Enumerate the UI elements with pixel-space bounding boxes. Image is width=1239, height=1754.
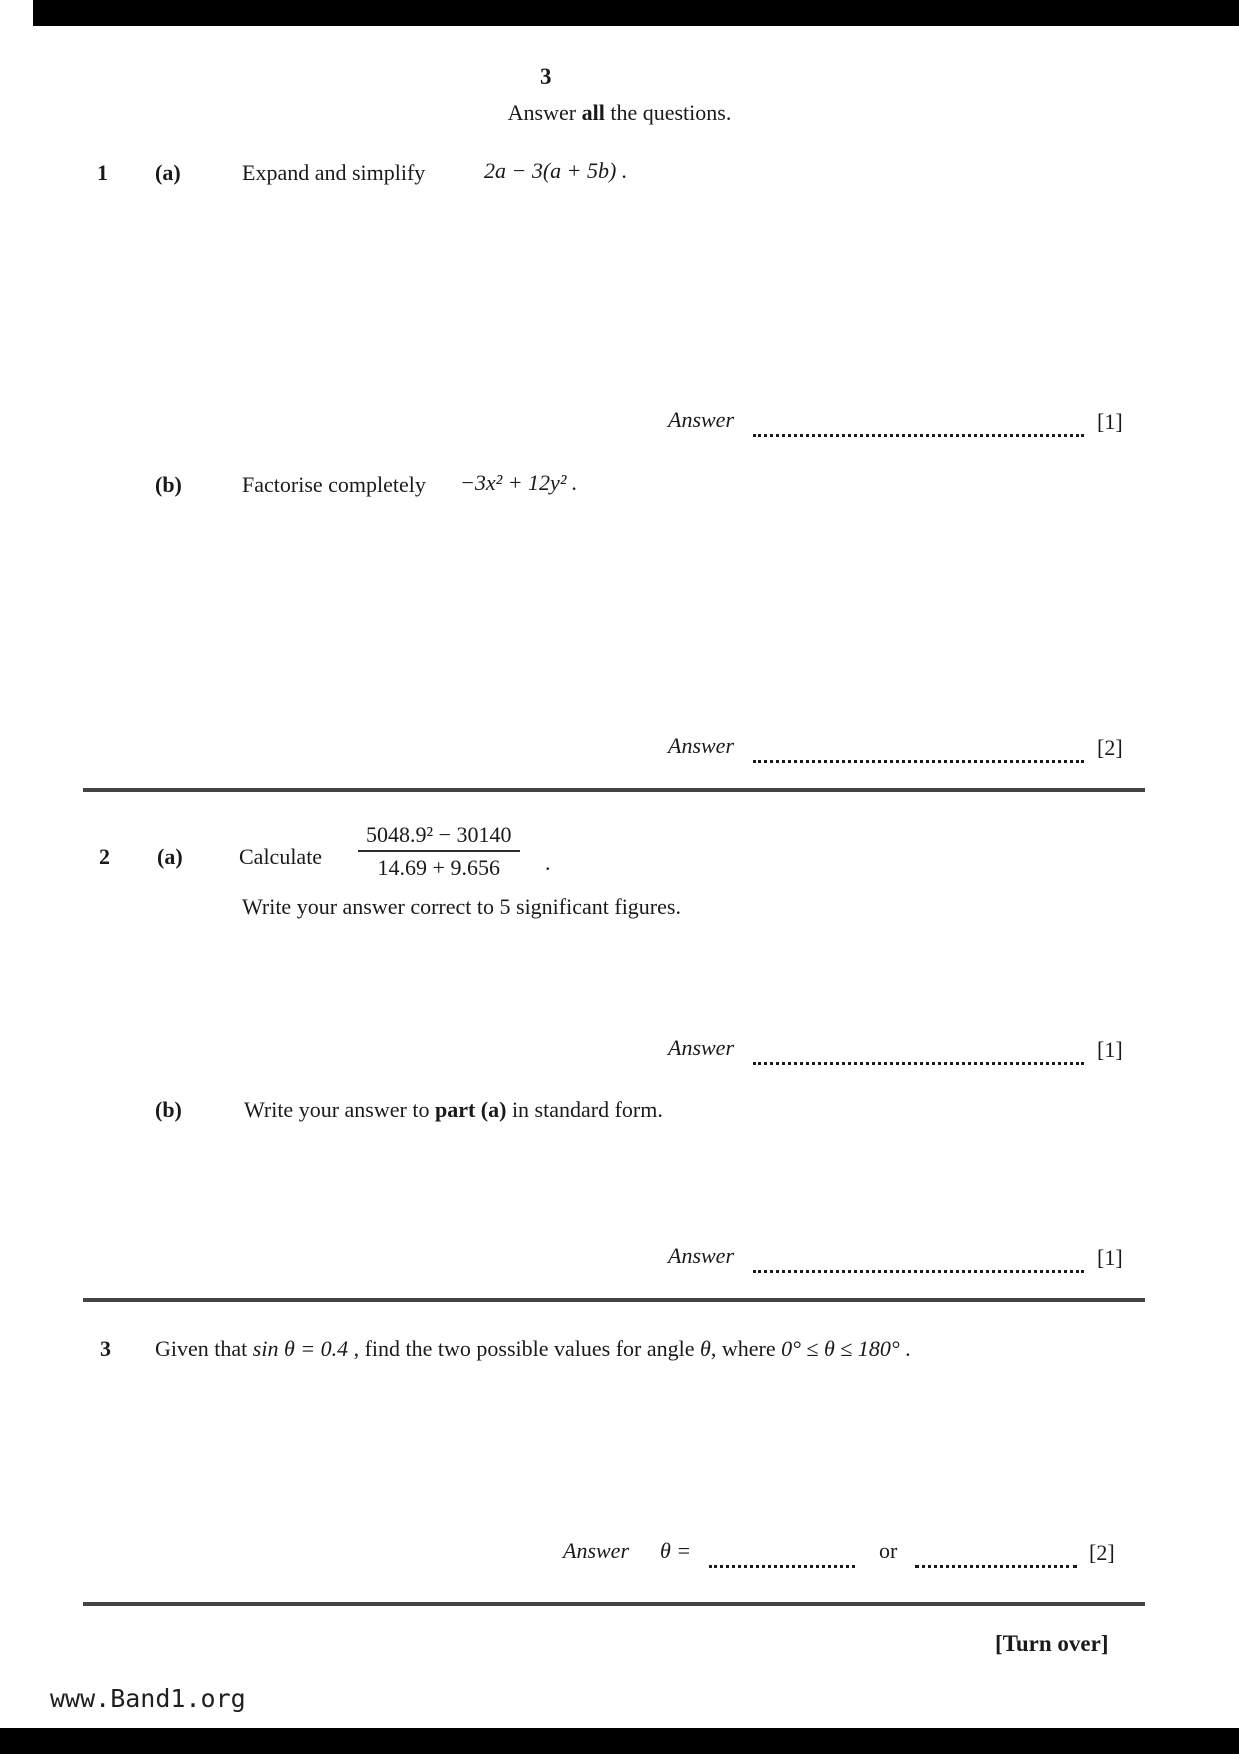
q3-theta-equals: θ = <box>660 1538 692 1563</box>
q3-answer-line-2[interactable] <box>915 1538 1077 1568</box>
q3-number: 3 <box>100 1336 111 1361</box>
q2a-fraction-numerator: 5048.9² − 30140 <box>358 822 520 852</box>
q1b-answer-row <box>0 733 1239 767</box>
turn-over-label: [Turn over] <box>995 1631 1109 1656</box>
q1a-answer-label: Answer <box>668 407 734 432</box>
q3-or-label: or <box>879 1538 898 1563</box>
q3-math1: sin θ = 0.4 <box>252 1336 349 1361</box>
q3-seg2: , find the two possible values for angle <box>348 1336 701 1361</box>
q3-answer-line-1[interactable] <box>709 1538 855 1568</box>
instruction-pre: Answer <box>507 100 582 125</box>
q2b-marks: [1] <box>1097 1245 1123 1270</box>
q2a-note: Write your answer correct to 5 significant figures. <box>242 894 681 919</box>
q1b-marks: [2] <box>1097 735 1123 760</box>
q1a-marks: [1] <box>1097 409 1123 434</box>
watermark-url: www.Band1.org <box>50 1684 246 1713</box>
q2a-label: (a) <box>157 844 183 869</box>
q2b-text-bold: part (a) <box>434 1097 507 1122</box>
q3-seg4: . <box>899 1336 911 1361</box>
section-divider-1 <box>83 788 1145 792</box>
section-divider-3 <box>83 1602 1145 1606</box>
q1a-prompt: Expand and simplify <box>242 160 426 185</box>
q3-math2: θ <box>700 1336 711 1361</box>
q2b-text-post: in standard form. <box>506 1097 663 1122</box>
q1a-label: (a) <box>155 160 181 185</box>
q3-seg3: , where <box>710 1336 782 1361</box>
q2a-prompt: Calculate <box>239 844 323 869</box>
q2a-fraction-denominator: 14.69 + 9.656 <box>377 855 500 881</box>
section-divider-2 <box>83 1298 1145 1302</box>
q1a-answer-row <box>0 407 1239 441</box>
q3-seg1: Given that <box>155 1336 253 1361</box>
q1a-expression: 2a − 3(a + 5b) . <box>484 158 628 183</box>
q2a-answer-line[interactable] <box>753 1035 1084 1065</box>
q2b-answer-row <box>0 1243 1239 1277</box>
q2a-fraction <box>358 822 520 881</box>
q1b-expression: −3x² + 12y² . <box>460 470 578 495</box>
scan-edge-top-bar <box>33 0 1239 26</box>
q1-number: 1 <box>97 160 108 185</box>
scan-edge-bottom-bar <box>0 1728 1239 1754</box>
q2b-answer-label: Answer <box>668 1243 734 1268</box>
q2-number: 2 <box>99 844 110 869</box>
instruction-line <box>0 100 1239 126</box>
q2b-answer-line[interactable] <box>753 1243 1084 1273</box>
q2a-period: . <box>545 850 551 875</box>
q2b-text <box>244 1097 663 1123</box>
q2a-answer-row <box>0 1035 1239 1069</box>
q3-text <box>155 1336 911 1362</box>
instruction-bold: all <box>581 100 605 125</box>
instruction-post: the questions. <box>604 100 732 125</box>
q3-answer-label: Answer <box>563 1538 629 1563</box>
q1b-answer-line[interactable] <box>753 733 1084 763</box>
q2a-marks: [1] <box>1097 1037 1123 1062</box>
q1a-answer-line[interactable] <box>753 407 1084 437</box>
q1b-answer-label: Answer <box>668 733 734 758</box>
q3-marks: [2] <box>1089 1540 1115 1565</box>
page-number: 3 <box>540 64 552 89</box>
q3-math3: 0° ≤ θ ≤ 180° <box>781 1336 900 1361</box>
q2b-label: (b) <box>155 1097 182 1122</box>
q2a-answer-label: Answer <box>668 1035 734 1060</box>
q3-answer-row <box>0 1538 1239 1572</box>
q2b-text-pre: Write your answer to <box>244 1097 435 1122</box>
q1b-prompt: Factorise completely <box>242 472 426 497</box>
q1b-label: (b) <box>155 472 182 497</box>
